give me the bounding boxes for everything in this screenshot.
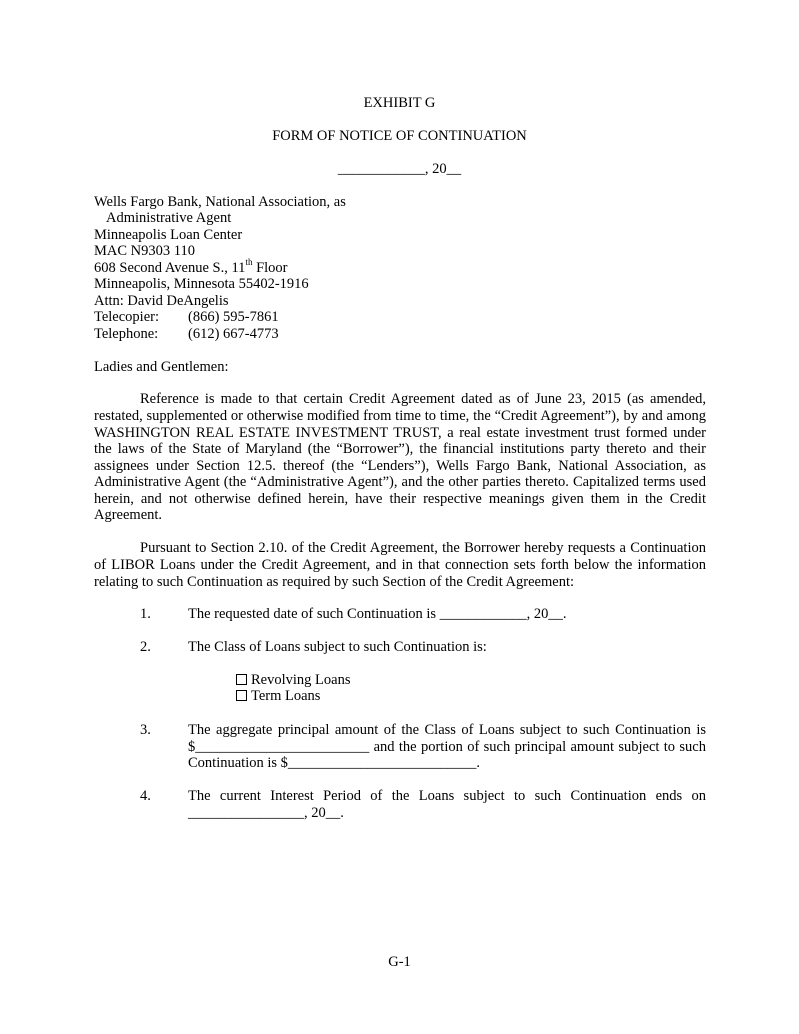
term-loans-option[interactable] [236, 688, 320, 705]
telephone-label: Telephone: [94, 326, 159, 342]
telephone-number: (612) 667-4773 [188, 326, 279, 342]
item-1-number: 1. [140, 606, 151, 622]
address-line-4: MAC N9303 110 [94, 243, 195, 259]
telecopier-number: (866) 595-7861 [188, 309, 279, 325]
paragraph-2-body: of LIBOR Loans under the Credit Agreement, and in that connection sets forth below the information relating to such Continuation as required by such Section of the Credit Agreement: [94, 557, 706, 590]
page-number: G-1 [388, 954, 411, 970]
address-line-6: Minneapolis, Minnesota 55402-1916 [94, 276, 309, 292]
exhibit-label: EXHIBIT G [363, 95, 436, 111]
term-loans-label: Term Loans [251, 688, 321, 704]
paragraph-2-first-line: Pursuant to Section 2.10. of the Credit Agreement, the Borrower hereby requests a Continuation [140, 540, 706, 556]
checkbox-icon[interactable] [236, 674, 247, 685]
item-2-text: The Class of Loans subject to such Continuation is: [188, 639, 487, 655]
revolving-loans-option[interactable] [236, 672, 350, 689]
attention-line: Attn: David DeAngelis [94, 293, 229, 309]
telecopier-label: Telecopier: [94, 309, 160, 325]
paragraph-1-first-line: Reference is made to that certain Credit Agreement dated as of June 23, 2015 (as amended, [140, 391, 706, 407]
item-4-text: The current Interest Period of the Loans subject to such Continuation ends on ________________, 20__. [188, 788, 706, 821]
date-line: ____________, 20__ [337, 161, 462, 177]
street-text: 608 Second Avenue S., 11 [94, 260, 246, 276]
floor-text: Floor [252, 260, 288, 276]
checkbox-icon[interactable] [236, 690, 247, 701]
address-line-1: Wells Fargo Bank, National Association, as [94, 194, 346, 210]
address-line-2: Administrative Agent [106, 210, 232, 226]
ordinal-suffix: th [245, 257, 253, 268]
item-1-text: The requested date of such Continuation is ____________, 20__. [188, 606, 567, 622]
address-line-5 [94, 257, 288, 277]
address-line-3: Minneapolis Loan Center [94, 227, 243, 243]
salutation: Ladies and Gentlemen: [94, 359, 229, 375]
document-title: FORM OF NOTICE OF CONTINUATION [272, 128, 527, 144]
revolving-loans-label: Revolving Loans [251, 672, 351, 688]
paragraph-1-body: restated, supplemented or otherwise modified from time to time, the “Credit Agreement”), by and among WASHINGTON REAL ESTATE INVESTMENT TRUST, a real estate investment trust formed under the laws of the State of Maryland (the “Borrower”), the financial institutions party thereto and their assignees under Section 12.5. thereof (the “Lenders”), Wells Fargo Bank, National Association, as Administrative Agent (the “Administrative Agent”), and the other parties thereto. Capitalized terms used herein, and not otherwise defined herein, have their respective meanings given them in the Credit Agreement. [94, 408, 706, 523]
item-3-text: The aggregate principal amount of the Class of Loans subject to such Continuation is $________________________ and the portion of such principal amount subject to such Continuation is $__________________________. [188, 722, 706, 771]
item-2-number: 2. [140, 639, 151, 655]
item-3-number: 3. [140, 722, 151, 738]
item-4-number: 4. [140, 788, 151, 804]
